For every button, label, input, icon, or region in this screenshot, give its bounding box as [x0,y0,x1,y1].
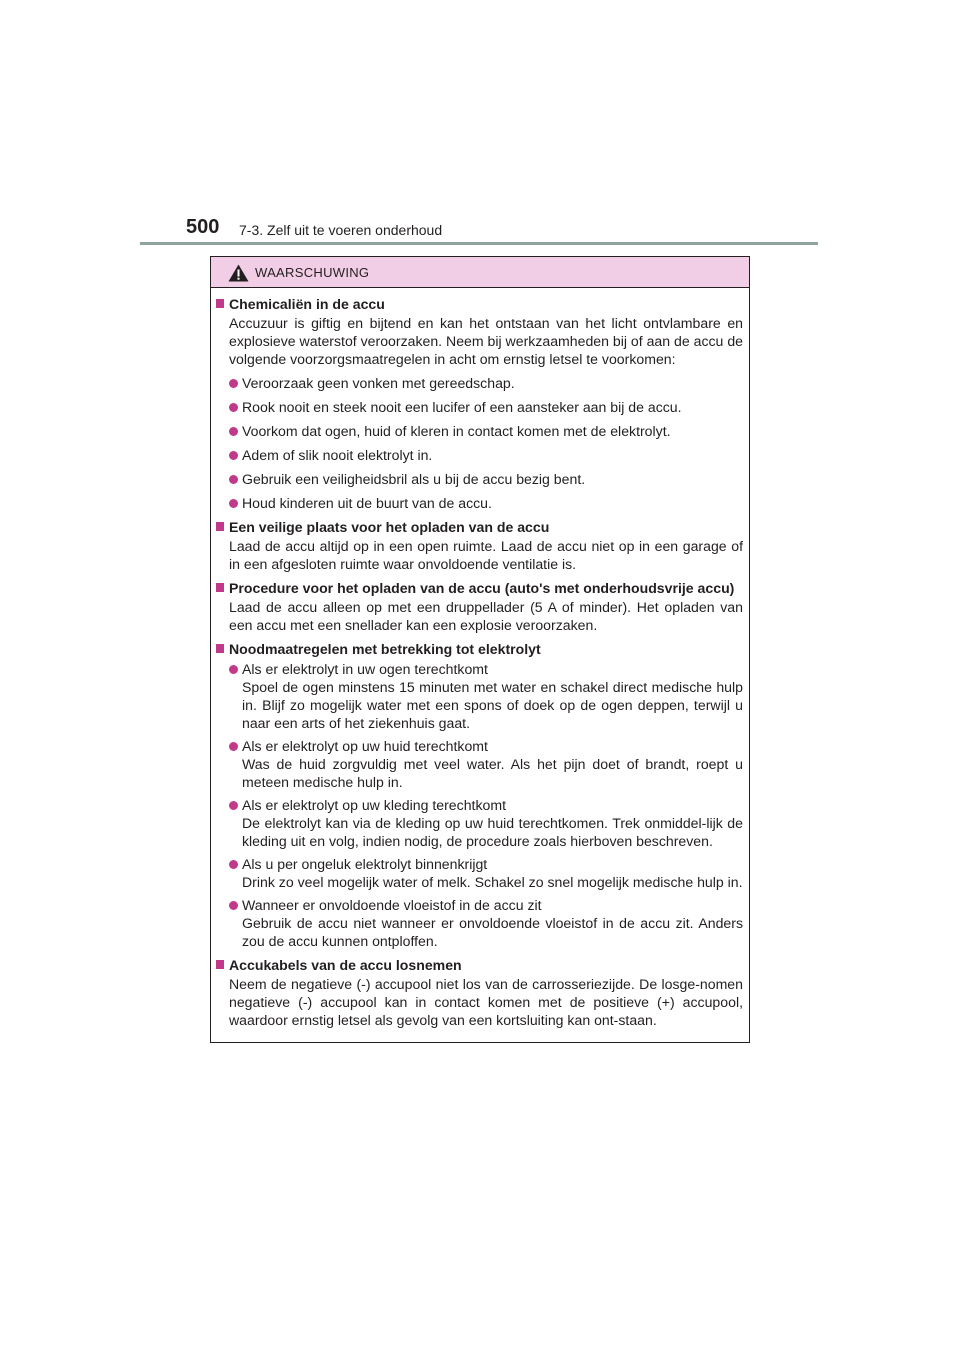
circle-bullet-icon [229,665,238,674]
circle-bullet-icon [229,499,238,508]
warning-body [211,288,749,1042]
square-bullet-icon [216,522,224,531]
section-heading: Een veilige plaats voor het opladen van de accu [216,518,743,536]
circle-bullet-icon [229,901,238,910]
list-item: Als u per ongeluk elektrolyt binnenkrijgt Drink zo veel mogelijk water of melk. Schakel zo snel mogelijk medische hulp in. [216,855,743,891]
section-heading: Chemicaliën in de accu [216,295,743,313]
list-item: Als er elektrolyt op uw kleding terechtkomt De elektrolyt kan via de kleding op uw huid terechtkomen. Trek onmiddel-lijk de kleding uit en volg, indien nodig, de procedure zoals hierboven beschreven. [216,796,743,850]
circle-bullet-icon [229,742,238,751]
list-item: Voorkom dat ogen, huid of kleren in contact komen met de elektrolyt. [216,422,743,440]
list-item: Gebruik een veiligheidsbril als u bij de accu bezig bent. [216,470,743,488]
section-paragraph: Neem de negatieve (-) accupool niet los van de carrosseriezijde. De losge-nomen negatieve (-) accupool kan in contact komen met de positieve (+) accupool, waardoor ernstig letsel als gevolg van een kortsluiting kan ont-staan. [229,976,743,1028]
warning-title: WAARSCHUWING [255,265,370,280]
section-title: 7-3. Zelf uit te voeren onderhoud [239,222,443,238]
circle-bullet-icon [229,451,238,460]
section-paragraph: Accuzuur is giftig en bijtend en kan het ontstaan van het licht ontvlambare en explosieve waterstof veroorzaken. Neem bij werkzaamheden bij of aan de accu de volgende voorzorgsmaatregelen in acht om ernstig letsel te voorkomen: [229,315,743,367]
list-item: Houd kinderen uit de buurt van de accu. [216,494,743,512]
circle-bullet-icon [229,379,238,388]
list-item: Als er elektrolyt in uw ogen terechtkomt Spoel de ogen minstens 15 minuten met water en schakel direct medische hulp in. Blijf zo mogelijk water met een spons of doek op de ogen deppen, terwijl u naar een arts of het ziekenhuis gaat. [216,660,743,732]
warning-box [210,256,750,1043]
circle-bullet-icon [229,475,238,484]
circle-bullet-icon [229,801,238,810]
list-item: Wanneer er onvoldoende vloeistof in de accu zit Gebruik de accu niet wanneer er onvoldoende vloeistof in de accu zit. Anders zou de accu kunnen ontploffen. [216,896,743,950]
section-paragraph: Laad de accu alleen op met een druppellader (5 A of minder). Het opladen van een accu met een snellader kan een explosie veroorzaken. [229,599,743,633]
square-bullet-icon [216,644,224,653]
warning-header [211,257,749,288]
warning-triangle-icon [228,264,249,282]
circle-bullet-icon [229,427,238,436]
square-bullet-icon [216,583,224,592]
list-item: Veroorzaak geen vonken met gereedschap. [216,374,743,392]
circle-bullet-icon [229,403,238,412]
section-paragraph: Laad de accu altijd op in een open ruimte. Laad de accu niet op in een garage of in een afgesloten ruimte waar onvoldoende ventilatie is. [229,538,743,572]
section-heading: Noodmaatregelen met betrekking tot elektrolyt [216,640,743,658]
page-number: 500 [186,216,220,238]
list-item: Als er elektrolyt op uw huid terechtkomt Was de huid zorgvuldig met veel water. Als het pijn doet of brandt, roept u meteen medische hulp in. [216,737,743,791]
circle-bullet-icon [229,860,238,869]
section-heading: Accukabels van de accu losnemen [216,956,743,974]
list-item: Rook nooit en steek nooit een lucifer of een aansteker aan bij de accu. [216,398,743,416]
square-bullet-icon [216,960,224,969]
list-item: Adem of slik nooit elektrolyt in. [216,446,743,464]
square-bullet-icon [216,299,224,308]
header-rule [140,242,818,245]
section-heading: Procedure voor het opladen van de accu (auto's met onderhoudsvrije accu) [216,579,743,597]
